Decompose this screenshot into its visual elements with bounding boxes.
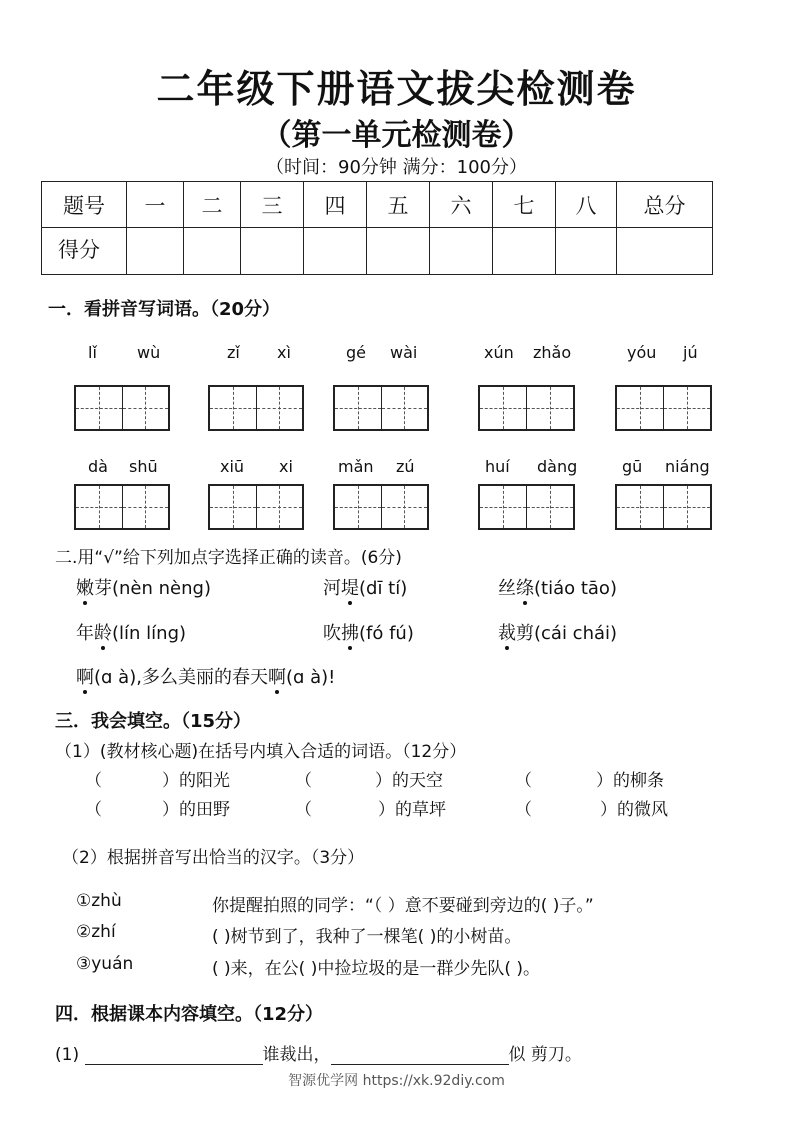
reading-choice-item[interactable] (323, 619, 414, 645)
fill-paren-open: （ (515, 771, 532, 791)
question-3-1: （1）(教材核心题)在括号内填入合适的词语。（12分） (55, 742, 467, 762)
score-input-cell[interactable] (493, 228, 556, 275)
pinyin-syllable: xiū (220, 457, 245, 476)
dotted-char: 裁 (498, 619, 516, 645)
time-score-info: （时间：90分钟 满分：100分） (266, 157, 527, 178)
score-input-cell[interactable] (430, 228, 493, 275)
pinyin-syllable: huí (485, 457, 510, 476)
fill-blank-phrase[interactable]: ）的田野 (162, 800, 230, 820)
fill-blank-phrase[interactable]: ）的草坪 (378, 800, 446, 820)
pinyin-syllable: xì (277, 343, 291, 362)
pinyin-label: ①zhù (76, 891, 122, 911)
pinyin-syllable: dàng (537, 457, 578, 476)
pinyin-label: ③yuán (76, 954, 134, 974)
score-input-cell[interactable] (304, 228, 367, 275)
plain-char: 河 (323, 578, 341, 599)
fill-paren-open: （ (515, 800, 532, 820)
writing-grid[interactable] (478, 385, 575, 431)
dotted-char: 拂 (341, 619, 359, 645)
score-row-label: 得分 (42, 228, 127, 275)
writing-grid[interactable] (615, 385, 712, 431)
answer-blank[interactable] (85, 1046, 263, 1065)
page-subtitle: （第一单元检测卷） (261, 118, 532, 153)
score-header-cell: 二 (184, 182, 241, 228)
dotted-char: 堤 (341, 574, 359, 600)
score-input-cell[interactable] (127, 228, 184, 275)
writing-grid[interactable] (615, 484, 712, 530)
reading-options: (tiáo tāo) (534, 578, 617, 599)
writing-grid[interactable] (333, 484, 429, 530)
pinyin-syllable: gū (622, 457, 643, 476)
pinyin-syllable: xún (484, 343, 514, 362)
dotted-char: 啊 (76, 663, 94, 689)
section-2-heading: 二.用“√”给下列加点字选择正确的读音。(6分) (55, 548, 402, 568)
line-text: 似 剪刀。 (508, 1045, 582, 1065)
dotted-char: 嫩 (76, 574, 94, 600)
recitation-line (55, 1040, 582, 1065)
pinyin-syllable: wài (390, 343, 418, 362)
section-1-heading: 一．看拼音写词语。（20分） (48, 299, 281, 320)
score-input-cell[interactable] (367, 228, 430, 275)
dotted-char: 啊 (268, 663, 286, 689)
pinyin-label: ②zhí (76, 922, 116, 942)
score-input-cell[interactable] (184, 228, 241, 275)
score-header-cell: 题号 (42, 182, 127, 228)
pinyin-syllable: yóu (627, 343, 657, 362)
plain-char: 丝 (498, 578, 516, 599)
score-input-cell[interactable] (241, 228, 304, 275)
score-header-cell: 一 (127, 182, 184, 228)
pinyin-syllable: xi (279, 457, 293, 476)
line-text: 谁裁出， (262, 1045, 331, 1065)
fill-paren-open: （ (295, 771, 312, 791)
plain-char: 吹 (323, 623, 341, 644)
reading-options: (fó fú) (359, 623, 414, 644)
reading-options: (lín líng) (112, 623, 187, 644)
score-header-cell: 四 (304, 182, 367, 228)
reading-options: (dī tí) (359, 578, 408, 599)
writing-grid[interactable] (478, 484, 575, 530)
score-header-cell: 八 (556, 182, 617, 228)
pinyin-syllable: wù (137, 343, 161, 362)
score-header-cell: 七 (493, 182, 556, 228)
dotted-char: 龄 (94, 619, 112, 645)
page-title: 二年级下册语文拔尖检测卷 (156, 67, 637, 111)
reading-choice-item[interactable] (498, 619, 617, 645)
line-number: (1) (55, 1045, 80, 1065)
pinyin-syllable: jú (683, 343, 698, 362)
writing-grid[interactable] (74, 484, 170, 530)
plain-char: 年 (76, 623, 94, 644)
writing-grid[interactable] (333, 385, 429, 431)
watermark: 智源优学网 https://xk.92diy.com (288, 1073, 505, 1089)
pinyin-syllable: lǐ (88, 343, 97, 362)
reading-choice-item[interactable] (76, 619, 186, 645)
score-table (41, 181, 713, 275)
section-4-heading: 四．根据课本内容填空。（12分） (55, 1004, 324, 1025)
reading-options: 剪(cái chái) (516, 623, 618, 644)
fill-sentence[interactable]: ( )树节到了，我种了一棵笔( )的小树苗。 (212, 927, 522, 947)
fill-blank-phrase[interactable]: ）的柳条 (596, 771, 664, 791)
reading-choice-item[interactable] (323, 574, 407, 600)
reading-options: 芽(nèn nèng) (94, 578, 211, 599)
score-header-cell: 六 (430, 182, 493, 228)
question-3-2: （2）根据拼音写出恰当的汉字。（3分） (62, 848, 365, 868)
pinyin-syllable: mǎn (338, 457, 374, 476)
fill-sentence[interactable]: ( )来，在公( )中捡垃圾的是一群少先队( )。 (212, 959, 541, 979)
score-table-score-row (42, 228, 713, 275)
fill-blank-phrase[interactable]: ）的阳光 (162, 771, 230, 791)
score-header-cell: 五 (367, 182, 430, 228)
sentence-text: (ɑ à),多么美丽的春天 (94, 667, 268, 688)
answer-blank[interactable] (331, 1046, 509, 1065)
pinyin-syllable: shū (129, 457, 158, 476)
dotted-char: 绦 (516, 574, 534, 600)
fill-paren-open: （ (85, 771, 102, 791)
reading-choice-item[interactable] (76, 574, 211, 600)
pinyin-syllable: gé (346, 343, 366, 362)
writing-grid[interactable] (208, 484, 304, 530)
writing-grid[interactable] (74, 385, 170, 431)
pinyin-syllable: zǐ (227, 343, 240, 362)
score-header-cell: 总分 (617, 182, 713, 228)
pinyin-syllable: zú (396, 457, 415, 476)
score-table-header-row (42, 182, 713, 228)
reading-choice-item[interactable] (498, 574, 617, 600)
sentence-text: (ɑ à)! (285, 667, 336, 688)
pinyin-syllable: dà (88, 457, 108, 476)
fill-paren-open: （ (85, 800, 102, 820)
fill-blank-phrase[interactable]: ）的微风 (600, 800, 668, 820)
score-input-cell[interactable] (617, 228, 713, 275)
section-3-heading: 三．我会填空。（15分） (55, 711, 252, 732)
score-input-cell[interactable] (556, 228, 617, 275)
score-header-cell: 三 (241, 182, 304, 228)
pinyin-syllable: niáng (665, 457, 710, 476)
fill-blank-phrase[interactable]: ）的天空 (375, 771, 443, 791)
fill-sentence[interactable]: 你提醒拍照的同学：“（ ）意不要碰到旁边的( )子。” (212, 896, 594, 916)
pinyin-syllable: zhǎo (533, 343, 572, 362)
fill-paren-open: （ (295, 800, 312, 820)
writing-grid[interactable] (208, 385, 304, 431)
reading-choice-sentence[interactable] (76, 663, 335, 689)
